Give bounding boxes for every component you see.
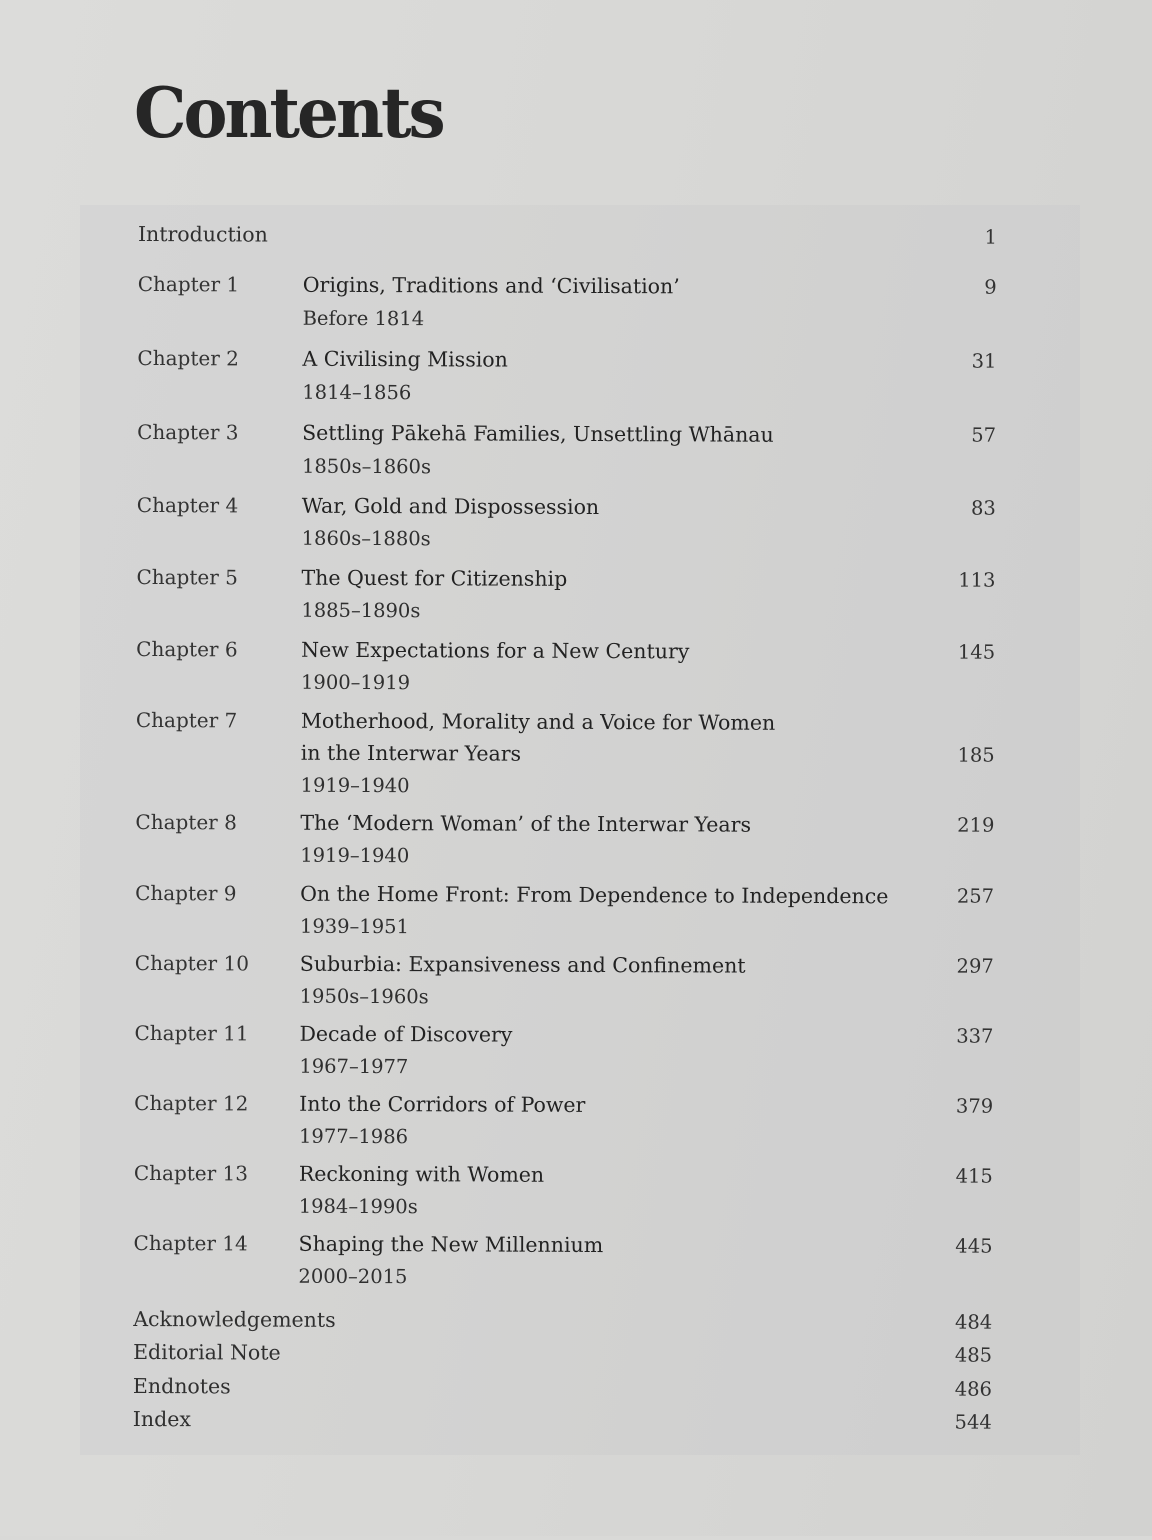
chapter-title-line: Settling Pākehā Families, Unsettling Whānau <box>302 420 774 447</box>
chapter-title-line: Suburbia: Expansiveness and Confinement <box>299 951 746 978</box>
chapter-title-line: Reckoning with Women <box>298 1161 545 1187</box>
chapter-page: 297 <box>956 954 994 978</box>
toc-chapter-12 <box>0 1086 1148 1149</box>
chapter-title-line: Into the Corridors of Power <box>299 1091 586 1117</box>
toc-chapter-5 <box>0 560 1151 623</box>
chapter-title-line: Motherhood, Morality and a Voice for Women <box>300 708 776 735</box>
chapter-title <box>300 807 751 841</box>
chapter-title <box>299 1158 544 1191</box>
toc-chapter-6 <box>0 632 1150 695</box>
chapter-years: 1885–1890s <box>301 598 421 623</box>
chapter-page: 9 <box>984 275 997 299</box>
chapter-years: 2000–2015 <box>298 1264 408 1289</box>
chapter-label: Chapter 8 <box>135 809 237 835</box>
toc-chapter-9 <box>0 876 1149 939</box>
chapter-title <box>299 1228 604 1261</box>
back-matter-label: Index <box>132 1406 191 1432</box>
chapter-label: Chapter 9 <box>135 880 237 906</box>
chapter-title <box>299 1018 512 1051</box>
toc-chapter-7 <box>0 703 1150 798</box>
toc-acknowledgements <box>0 1302 1147 1334</box>
chapter-title-line: Shaping the New Millennium <box>298 1231 604 1258</box>
chapter-title <box>301 634 689 668</box>
back-matter-label: Editorial Note <box>133 1339 281 1365</box>
chapter-page: 145 <box>957 640 996 664</box>
chapter-title <box>301 705 776 771</box>
chapter-page: 219 <box>957 813 995 837</box>
chapter-label: Chapter 10 <box>134 950 250 976</box>
chapter-title-line: On the Home Front: From Dependence to Independence <box>300 881 889 909</box>
chapter-page: 185 <box>957 743 995 767</box>
back-matter-label: Acknowledgements <box>133 1306 336 1332</box>
chapter-title-line: A Civilising Mission <box>302 346 508 372</box>
chapter-label: Chapter 3 <box>137 419 239 445</box>
toc-chapter-14 <box>0 1226 1148 1289</box>
toc-chapter-13 <box>0 1156 1148 1219</box>
chapter-page: 379 <box>955 1094 994 1118</box>
back-matter-label: Endnotes <box>132 1373 231 1399</box>
chapter-title-line: Decade of Discovery <box>299 1021 513 1047</box>
chapter-title-line: in the Interwar Years <box>300 740 522 766</box>
chapter-years: 1919–1940 <box>300 773 410 798</box>
back-matter-page: 484 <box>954 1310 993 1334</box>
chapter-years: 1950s–1960s <box>299 984 429 1009</box>
chapter-years: 1900–1919 <box>300 670 411 695</box>
chapter-page: 337 <box>956 1024 994 1048</box>
chapter-title <box>300 878 888 913</box>
toc-chapter-2 <box>0 341 1152 405</box>
toc-introduction-page: 1 <box>984 225 998 249</box>
chapter-years: 1939–1951 <box>299 914 410 939</box>
chapter-title-line: The ‘Modern Woman’ of the Interwar Years <box>300 810 752 837</box>
chapter-label: Chapter 4 <box>136 492 239 518</box>
chapter-title <box>303 269 680 303</box>
back-matter-page: 544 <box>954 1410 992 1434</box>
chapter-label: Chapter 11 <box>134 1020 249 1046</box>
chapter-label: Chapter 13 <box>133 1160 249 1186</box>
chapter-label: Chapter 12 <box>134 1090 249 1116</box>
chapter-years: 1850s–1860s <box>301 454 432 479</box>
chapter-years: Before 1814 <box>302 306 425 331</box>
back-matter-page: 486 <box>954 1377 993 1401</box>
chapter-title <box>299 1088 585 1121</box>
toc-introduction-label: Introduction <box>137 221 268 247</box>
toc-chapter-3 <box>0 415 1151 479</box>
chapter-title <box>300 948 746 982</box>
chapter-page: 57 <box>971 423 997 447</box>
chapter-page: 113 <box>958 568 996 592</box>
chapter-years: 1977–1986 <box>298 1124 409 1149</box>
chapter-label: Chapter 5 <box>136 564 238 590</box>
chapter-page: 83 <box>970 496 996 520</box>
toc-chapter-8 <box>0 805 1149 868</box>
chapter-title-line: The Quest for Citizenship <box>301 565 568 591</box>
chapter-years: 1919–1940 <box>300 843 410 868</box>
chapter-page: 31 <box>971 349 997 373</box>
chapter-label: Chapter 14 <box>133 1230 248 1256</box>
chapter-years: 1814–1856 <box>302 380 412 405</box>
toc-chapter-4 <box>0 488 1151 551</box>
chapter-title-line: New Expectations for a New Century <box>301 637 690 664</box>
chapter-label: Chapter 1 <box>137 271 240 297</box>
page-title: Contents <box>134 72 443 154</box>
chapter-page: 415 <box>955 1164 993 1188</box>
toc-chapter-10 <box>0 946 1149 1009</box>
toc-introduction <box>0 217 1152 249</box>
chapter-title-line: Origins, Traditions and ‘Civilisation’ <box>302 272 680 299</box>
back-matter-page: 485 <box>954 1343 993 1367</box>
chapter-title <box>302 417 774 451</box>
chapter-title <box>302 343 508 376</box>
chapter-title <box>301 562 567 595</box>
chapter-label: Chapter 6 <box>136 636 238 662</box>
chapter-title-line: War, Gold and Dispossession <box>301 493 600 520</box>
toc-chapter-11 <box>0 1016 1149 1079</box>
chapter-years: 1967–1977 <box>299 1054 409 1079</box>
chapter-page: 257 <box>956 884 995 908</box>
chapter-years: 1984–1990s <box>298 1194 418 1219</box>
chapter-label: Chapter 7 <box>135 707 238 733</box>
chapter-page: 445 <box>955 1234 993 1258</box>
chapter-years: 1860s–1880s <box>301 526 431 551</box>
toc-chapter-1 <box>0 267 1152 331</box>
chapter-title <box>302 490 600 523</box>
chapter-label: Chapter 2 <box>137 345 239 371</box>
